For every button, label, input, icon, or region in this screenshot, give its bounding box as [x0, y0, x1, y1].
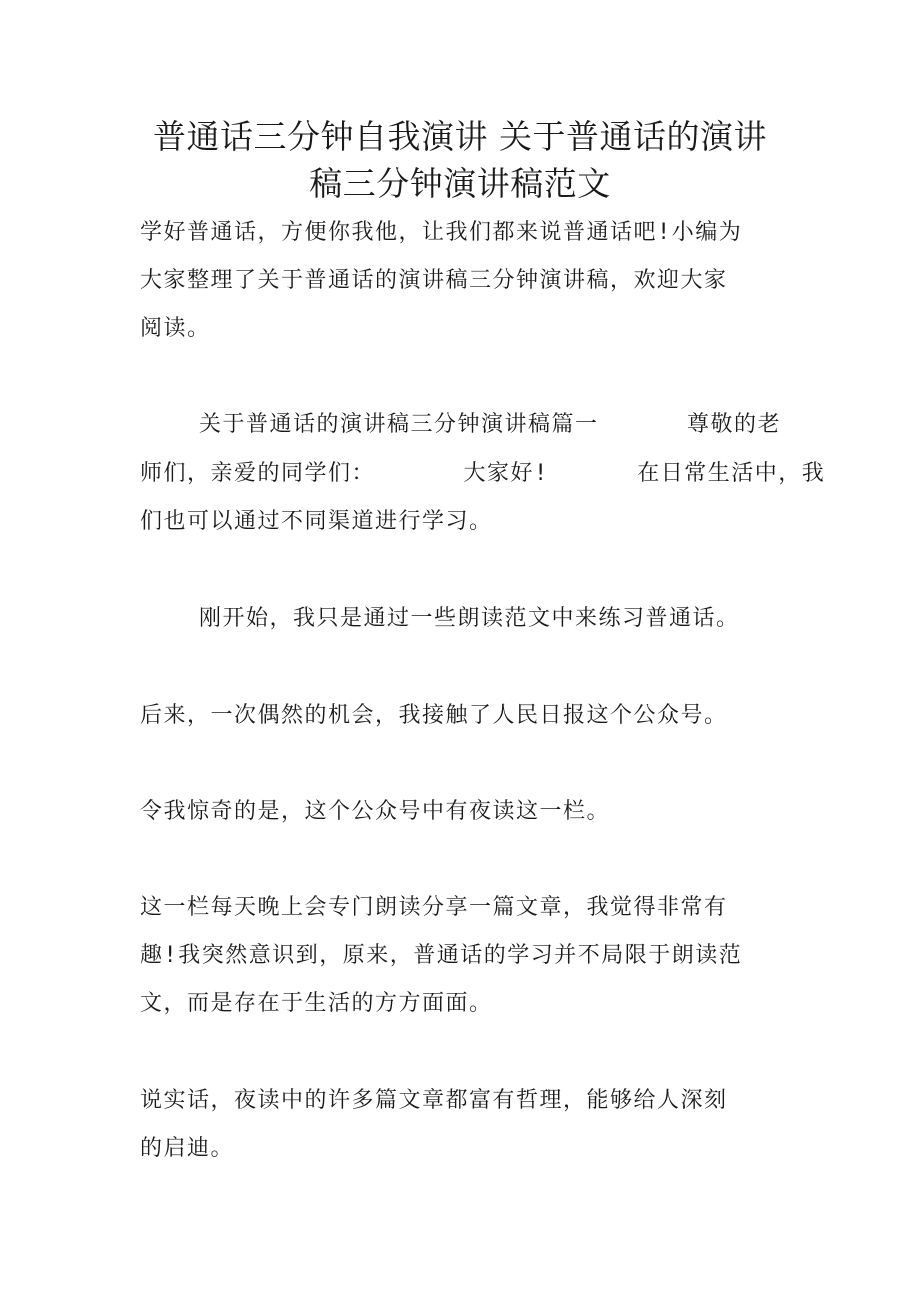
document-title-line-2: 稿三分钟演讲稿范文: [309, 164, 611, 203]
intro-line-2: 大家整理了关于普通话的演讲稿三分钟演讲稿，欢迎大家: [140, 268, 728, 293]
paragraph-3: 后来，一次偶然的机会，我接触了人民日报这个公众号。: [140, 703, 728, 728]
paragraph-1-line-3: 们也可以通过不同渠道进行学习。: [140, 509, 493, 534]
intro-line-1: 学好普通话，方便你我他，让我们都来说普通话吧!小编为: [140, 220, 743, 245]
paragraph-6-line-1: 说实话，夜读中的许多篇文章都富有哲理，能够给人深刻: [140, 1088, 728, 1113]
paragraph-5-line-2: 趣!我突然意识到，原来，普通话的学习并不局限于朗读范: [140, 943, 743, 968]
paragraph-1-line-1: 关于普通话的演讲稿三分钟演讲稿篇一 尊敬的老: [140, 412, 781, 437]
document-title-line-1: 普通话三分钟自我演讲 关于普通话的演讲: [153, 117, 767, 156]
paragraph-5-line-3: 文，而是存在于生活的方方面面。: [140, 991, 493, 1016]
intro-line-3: 阅读。: [140, 316, 211, 341]
paragraph-6-line-2: 的启迪。: [140, 1136, 235, 1161]
paragraph-1-line-2: 师们，亲爱的同学们： 大家好! 在日常生活中，我: [140, 461, 826, 486]
paragraph-2: 刚开始，我只是通过一些朗读范文中来练习普通话。: [140, 606, 740, 631]
paragraph-4: 令我惊奇的是，这个公众号中有夜读这一栏。: [140, 799, 611, 824]
paragraph-5-line-1: 这一栏每天晚上会专门朗读分享一篇文章，我觉得非常有: [140, 895, 728, 920]
